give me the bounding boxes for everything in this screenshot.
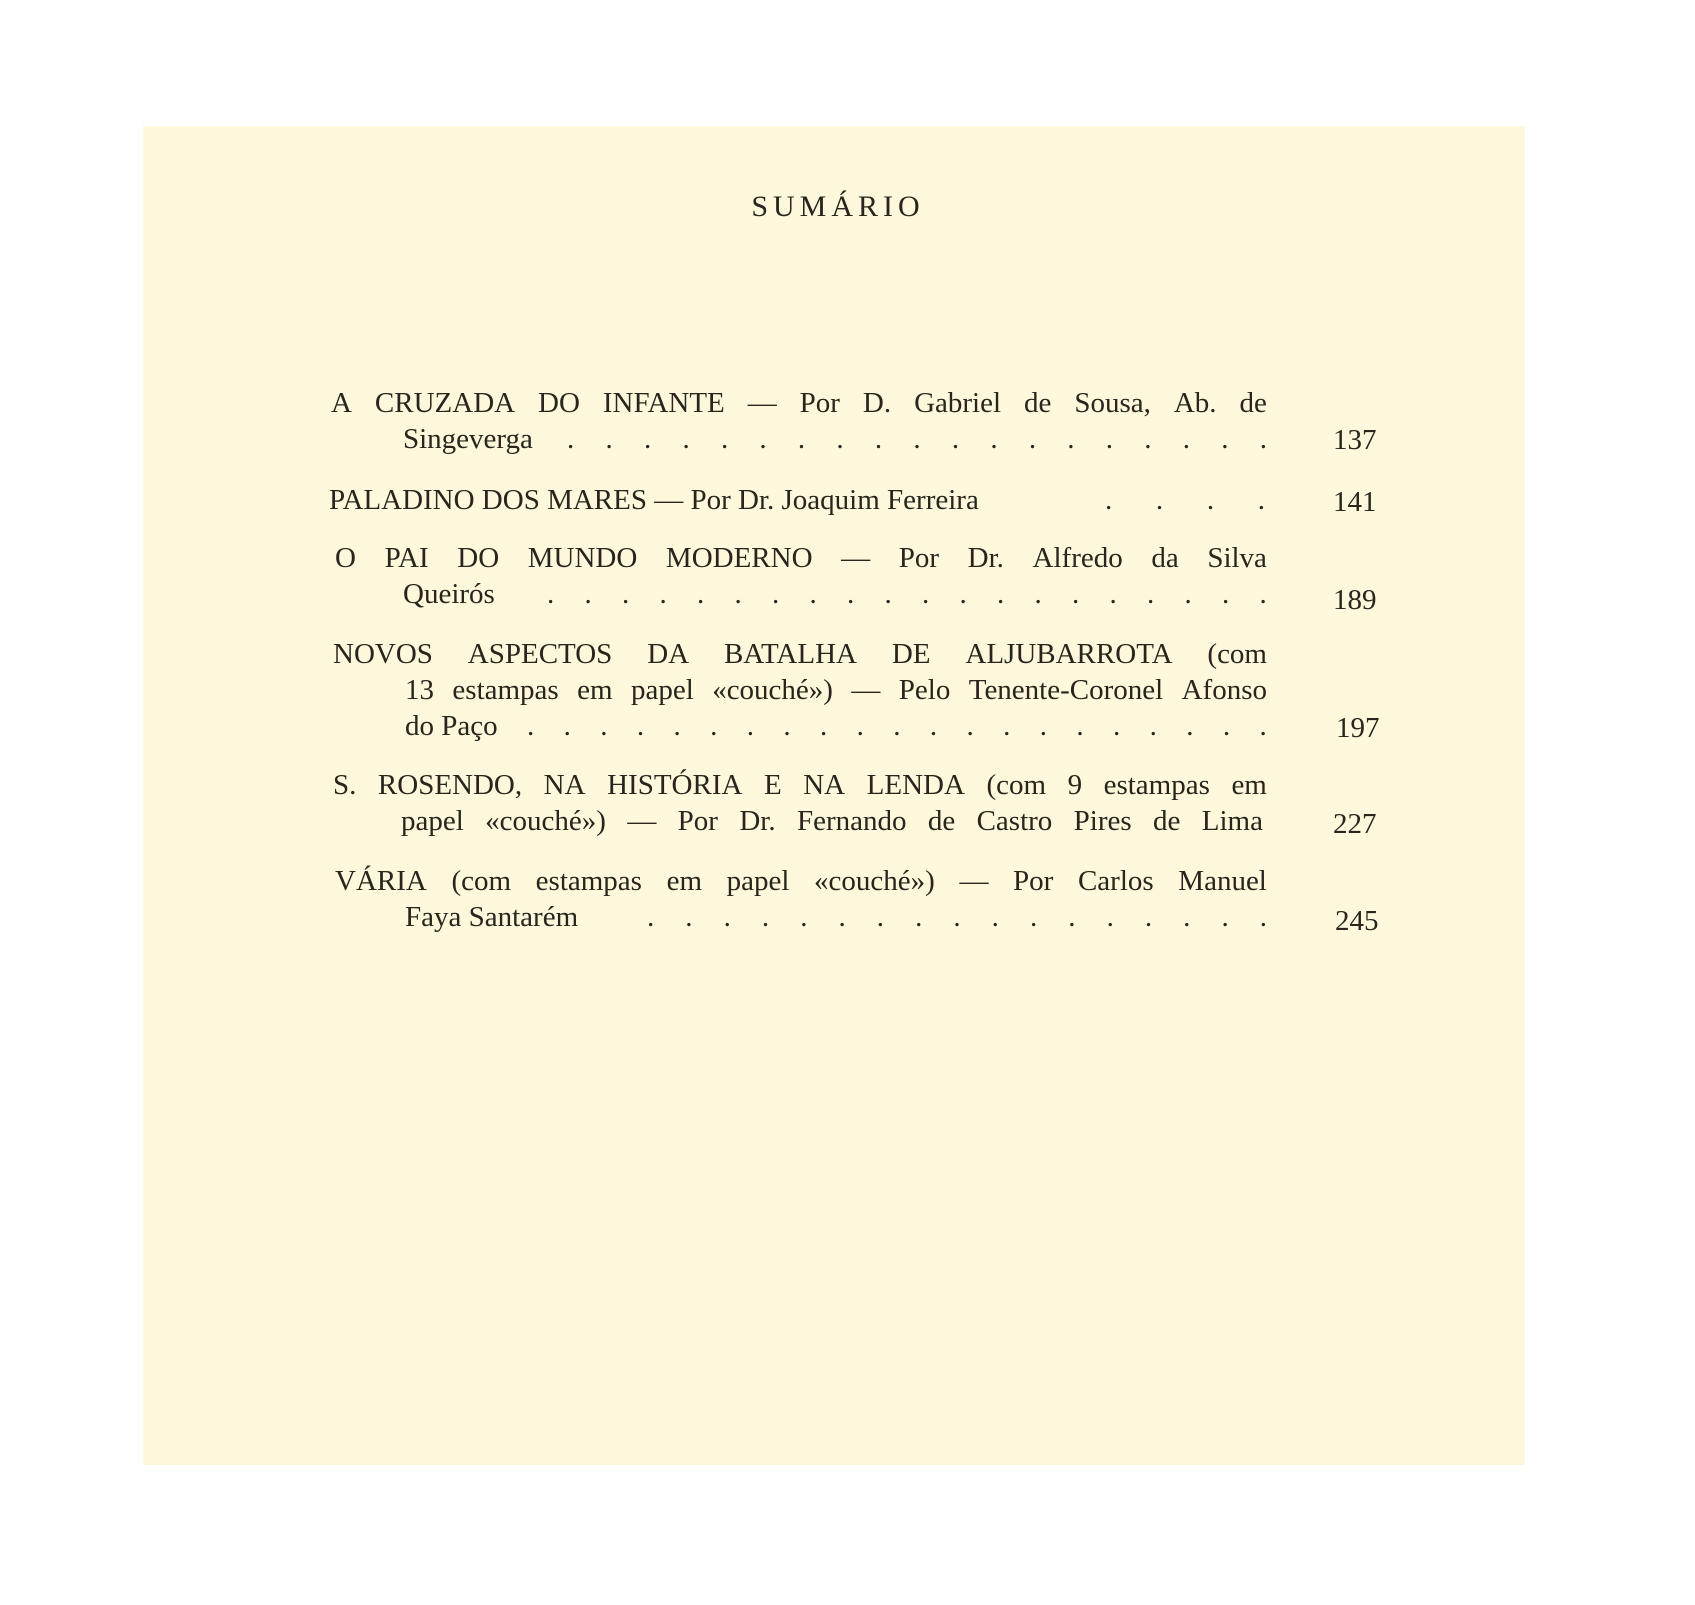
toc-word: VÁRIA (335, 865, 427, 897)
leader-dot: . (605, 423, 613, 455)
toc-word: Sousa, (1074, 387, 1151, 419)
toc-entry-line (401, 801, 1263, 841)
toc-word: ASPECTOS (467, 638, 613, 670)
toc-page-number: 227 (1333, 808, 1377, 840)
leader-dot: . (685, 901, 693, 933)
leader-dot: . (1186, 710, 1194, 742)
toc-entry-line (333, 765, 1267, 805)
toc-word: «couché») (712, 674, 833, 706)
leader-dot: . (1206, 484, 1215, 516)
toc-entry-line-text: Singeverga (403, 423, 533, 455)
toc-word: Manuel (1178, 865, 1267, 897)
leader-dot: . (636, 710, 645, 742)
leader-dot: . (1034, 578, 1042, 610)
leader-dot: . (1068, 901, 1076, 933)
leader-dot: . (1109, 578, 1117, 610)
leader-dot: . (1259, 710, 1267, 742)
leader-dot: . (1072, 578, 1080, 610)
toc-word: Castro (976, 805, 1053, 837)
leader-dot: . (1039, 710, 1047, 742)
toc-entry-line (335, 538, 1267, 578)
toc-entry-line (331, 383, 1267, 423)
leader-dot: . (991, 901, 999, 933)
toc-word: estampas (1103, 769, 1210, 801)
toc-word: Alfredo (1032, 542, 1123, 574)
toc-word: 9 (1067, 769, 1083, 801)
toc-word: «couché») (814, 865, 935, 897)
leader-dot: . (547, 578, 555, 610)
dot-leader (647, 897, 1267, 937)
leader-dot: . (527, 710, 535, 742)
toc-word: INFANTE (602, 387, 725, 419)
leader-dot: . (584, 578, 592, 610)
toc-word: O (335, 542, 356, 574)
leader-dot: . (997, 578, 1005, 610)
leader-dot: . (884, 578, 892, 610)
leader-dot: . (1222, 578, 1230, 610)
toc-word: — (747, 387, 777, 419)
leader-dot: . (1257, 484, 1265, 516)
toc-word: — (851, 674, 881, 706)
leader-dot: . (838, 901, 846, 933)
leader-dot: . (761, 901, 770, 933)
toc-entry-line-text: Queirós (403, 578, 495, 610)
leader-dot: . (836, 423, 844, 455)
leader-dot: . (990, 423, 998, 455)
leader-dot: . (893, 710, 901, 742)
toc-word: Afonso (1181, 674, 1267, 706)
toc-word: DO (457, 542, 500, 574)
leader-dot: . (563, 710, 571, 742)
toc-word: — (627, 805, 657, 837)
toc-word: (com (986, 769, 1047, 801)
toc-word: S. (333, 769, 357, 801)
toc-entry-line (403, 574, 1267, 614)
toc-entry-line (333, 634, 1267, 674)
toc-page-number: 141 (1333, 486, 1377, 518)
leader-dot: . (1113, 710, 1121, 742)
leader-dot: . (734, 578, 742, 610)
toc-word: de (1153, 805, 1181, 837)
toc-page-number: 137 (1333, 424, 1377, 456)
toc-word: — (841, 542, 871, 574)
toc-word: de (927, 805, 956, 837)
toc-word: de (1239, 387, 1267, 419)
toc-word: em (577, 674, 613, 706)
leader-dot: . (1182, 423, 1190, 455)
toc-word: Por (1013, 865, 1054, 897)
page-title: SUMÁRIO (751, 190, 925, 223)
leader-dot: . (1221, 901, 1229, 933)
toc-word: de (1024, 387, 1052, 419)
leader-dot: . (1183, 901, 1191, 933)
leader-dot: . (966, 710, 974, 742)
toc-word: Lima (1201, 805, 1263, 837)
toc-word: BATALHA (723, 638, 857, 670)
toc-page-number: 197 (1336, 712, 1380, 744)
toc-word: papel (401, 805, 464, 837)
toc-word: MUNDO (527, 542, 638, 574)
toc-word: (com (1207, 638, 1267, 670)
toc-entry-line (403, 419, 1267, 459)
toc-word: PAI (384, 542, 429, 574)
toc-word: A (331, 387, 352, 419)
toc-entry-line (329, 480, 1265, 520)
toc-word: Carlos (1077, 865, 1154, 897)
leader-dot: . (1003, 710, 1011, 742)
toc-word: em (1231, 769, 1267, 801)
leader-dot: . (913, 423, 921, 455)
leader-dot: . (1144, 423, 1152, 455)
toc-word: Gabriel (914, 387, 1002, 419)
leader-dot: . (647, 901, 655, 933)
toc-word: — (959, 865, 989, 897)
toc-word: ROSENDO, (377, 769, 523, 801)
leader-dot: . (720, 423, 729, 455)
leader-dot: . (951, 423, 960, 455)
toc-word: NOVOS (333, 638, 433, 670)
toc-page-number: 245 (1335, 905, 1379, 937)
leader-dot: . (1105, 423, 1114, 455)
leader-dot: . (876, 901, 885, 933)
leader-dot: . (746, 710, 754, 742)
toc-word: ALJUBARROTA (965, 638, 1173, 670)
toc-word: Pires (1073, 805, 1132, 837)
toc-entry-line-text: do Paço (405, 710, 498, 742)
leader-dot: . (1147, 578, 1155, 610)
toc-entry-line-text: PALADINO DOS MARES — Por Dr. Joaquim Ferreira (329, 484, 979, 516)
toc-entry-line (335, 861, 1267, 901)
leader-dot: . (710, 710, 718, 742)
leader-dot: . (1184, 578, 1192, 610)
leader-dot: . (622, 578, 630, 610)
toc-word: CRUZADA (374, 387, 516, 419)
leader-dot: . (922, 578, 930, 610)
leader-dot: . (759, 423, 767, 455)
toc-word: D. (862, 387, 892, 419)
dot-leader (527, 706, 1267, 746)
leader-dot: . (659, 578, 667, 610)
dot-leader (567, 419, 1267, 459)
leader-dot: . (673, 710, 681, 742)
toc-word: DA (647, 638, 690, 670)
leader-dot: . (600, 710, 608, 742)
leader-dot: . (1155, 484, 1164, 516)
leader-dot: . (1259, 901, 1267, 933)
leader-dot: . (1106, 901, 1114, 933)
leader-dot: . (847, 578, 855, 610)
leader-dot: . (929, 710, 938, 742)
toc-word: Tenente-Coronel (968, 674, 1164, 706)
leader-dot: . (1105, 484, 1113, 516)
toc-entry-line-text: Faya Santarém (405, 901, 579, 933)
toc-word: da (1151, 542, 1179, 574)
leader-dot: . (856, 710, 864, 742)
leader-dot: . (953, 901, 961, 933)
toc-word: (com (451, 865, 512, 897)
toc-word: Por (898, 542, 940, 574)
document-page (143, 126, 1525, 1465)
leader-dot: . (643, 423, 652, 455)
leader-dot: . (772, 578, 780, 610)
leader-dot: . (1259, 423, 1267, 455)
leader-dot: . (874, 423, 883, 455)
leader-dot: . (809, 578, 817, 610)
toc-page-number: 189 (1333, 584, 1377, 616)
toc-word: estampas (452, 674, 559, 706)
toc-word: MODERNO (665, 542, 813, 574)
leader-dot: . (697, 578, 705, 610)
toc-word: Ab. (1173, 387, 1217, 419)
leader-dot: . (682, 423, 690, 455)
leader-dot: . (959, 578, 967, 610)
leader-dot: . (567, 423, 575, 455)
leader-dot: . (1029, 901, 1038, 933)
toc-word: Pelo (898, 674, 951, 706)
toc-word: NA (543, 769, 586, 801)
leader-dot: . (1259, 578, 1267, 610)
toc-word: Por (799, 387, 840, 419)
toc-entry-line (405, 897, 1267, 937)
toc-word: Fernando (796, 805, 907, 837)
toc-word: em (666, 865, 703, 897)
leader-dot: . (1221, 423, 1229, 455)
toc-word: papel (630, 674, 694, 706)
toc-word: NA (803, 769, 846, 801)
toc-word: LENDA (866, 769, 965, 801)
toc-word: 13 (405, 674, 434, 706)
toc-entry-line (405, 706, 1267, 746)
leader-dot: . (1144, 901, 1153, 933)
leader-dot: . (1076, 710, 1084, 742)
leader-dot: . (1067, 423, 1075, 455)
leader-dot: . (783, 710, 791, 742)
leader-dot: . (1149, 710, 1157, 742)
toc-word: Dr. (739, 805, 776, 837)
toc-word: HISTÓRIA (607, 769, 743, 801)
toc-word: Dr. (967, 542, 1004, 574)
toc-word: estampas (535, 865, 642, 897)
toc-word: E (763, 769, 782, 801)
leader-dot: . (915, 901, 923, 933)
toc-word: Silva (1207, 542, 1267, 574)
leader-dot: . (723, 901, 731, 933)
leader-dot: . (800, 901, 808, 933)
toc-word: «couché») (485, 805, 606, 837)
dot-leader (547, 574, 1267, 614)
dot-leader (1105, 480, 1265, 520)
toc-entry-line (405, 670, 1267, 710)
leader-dot: . (797, 423, 806, 455)
toc-word: papel (726, 865, 790, 897)
toc-word: Por (677, 805, 718, 837)
leader-dot: . (820, 710, 828, 742)
toc-word: DO (538, 387, 580, 419)
leader-dot: . (1222, 710, 1231, 742)
leader-dot: . (1028, 423, 1037, 455)
toc-word: DE (891, 638, 931, 670)
